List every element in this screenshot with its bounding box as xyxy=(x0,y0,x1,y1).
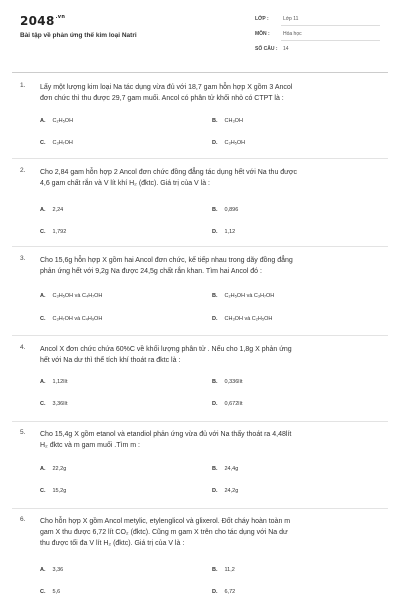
question-number: 3. xyxy=(20,255,26,262)
option-key: A. xyxy=(40,466,46,472)
option-key: C. xyxy=(40,316,46,322)
option-text: 1,12 xyxy=(224,229,236,235)
option-text: CH₃OH xyxy=(224,118,243,124)
question-separator xyxy=(12,421,388,422)
option-key: A. xyxy=(40,567,46,573)
option-text: 15,2g xyxy=(52,488,67,494)
page-header xyxy=(0,0,400,70)
meta-subject-line xyxy=(281,40,380,41)
option-text: C₂H₅OH xyxy=(52,118,74,124)
brand-logo[interactable] xyxy=(20,14,65,28)
brand-name: 2048 xyxy=(20,14,55,28)
question-text: Lấy một lượng kim loại Na tác dụng vừa đủ với 18,7 gam hỗn hợp X gồm 3 Ancol đơn chức thì thu được 29,7 gam muối. Ancol có phân tử khối nhỏ có CTPT là : xyxy=(40,84,293,102)
option-key: A. xyxy=(40,118,46,124)
option-d[interactable] xyxy=(212,401,243,407)
option-c[interactable] xyxy=(40,229,66,235)
option-text: 3,36lít xyxy=(52,401,68,407)
question-text: Cho 2,84 gam hỗn hợp 2 Ancol đơn chức đồng đẳng tác dụng hết với Na thu được 4,6 gam chất rắn và V lít khí H₂ (đktc). Giá trị của V là : xyxy=(40,169,297,187)
option-key: C. xyxy=(40,140,46,146)
question-text: Cho 15,6g hỗn hợp X gồm hai Ancol đơn chức, kế tiếp nhau trong dãy đồng đẳng phản ứng hết với 9,2g Na được 24,5g chất rắn khan. Tìm hai Ancol đó : xyxy=(40,257,293,275)
option-key: B. xyxy=(212,567,218,573)
meta-subject xyxy=(255,31,380,45)
question-number: 5. xyxy=(20,429,26,436)
option-key: A. xyxy=(40,207,46,213)
option-d[interactable] xyxy=(212,140,245,146)
option-text: 1,12lít xyxy=(52,379,68,385)
option-key: D. xyxy=(212,401,218,407)
option-text: 1,792 xyxy=(52,229,67,235)
option-text: C₃H₅OH xyxy=(224,140,246,146)
option-b[interactable] xyxy=(212,293,274,299)
question-text: Cho hỗn hợp X gồm Ancol metylic, etylenglicol và glixerol. Đốt cháy hoàn toàn m gam X thu được 6,72 lít CO₂ (đktc). Cũng m gam X trên cho tác dụng với Na dư thu được tối đa V lít H₂ (đktc). Giá trị của V là : xyxy=(40,518,291,547)
option-c[interactable] xyxy=(40,589,60,595)
option-key: C. xyxy=(40,589,46,595)
option-text: C₂H₅OH và C₃H₇OH xyxy=(224,293,275,299)
option-a[interactable] xyxy=(40,379,67,385)
option-text: 0,896 xyxy=(224,207,239,213)
meta-count-value: 14 xyxy=(283,46,289,52)
option-text: 0,336lít xyxy=(224,379,243,385)
question-text: Ancol X đơn chức chứa 60%C về khối lượng phân tử . Nếu cho 1,8g X phản ứng hết với Na dư thì thể tích khí thoát ra đktc là : xyxy=(40,346,292,364)
option-a[interactable] xyxy=(40,118,73,124)
option-key: B. xyxy=(212,379,218,385)
option-key: B. xyxy=(212,293,218,299)
option-text: 3,36 xyxy=(52,567,64,573)
meta-count-label: SỐ CÂU : xyxy=(255,46,278,52)
question-separator xyxy=(12,508,388,509)
meta-class-label: LỚP : xyxy=(255,16,269,22)
option-text: 22,2g xyxy=(52,466,67,472)
document-title: Bài tập về phản ứng thế kim loại Natri xyxy=(20,32,137,39)
option-text: 24,4g xyxy=(224,466,239,472)
option-b[interactable] xyxy=(212,567,235,573)
brand-tld: .vn xyxy=(55,14,66,20)
option-text: 24,2g xyxy=(224,488,239,494)
option-key: C. xyxy=(40,229,46,235)
option-b[interactable] xyxy=(212,466,238,472)
option-text: 11,2 xyxy=(224,567,235,573)
meta-class xyxy=(255,16,380,30)
option-a[interactable] xyxy=(40,466,66,472)
option-c[interactable] xyxy=(40,401,67,407)
meta-count xyxy=(255,46,380,60)
option-text: 2,24 xyxy=(52,207,64,213)
header-divider xyxy=(12,72,388,73)
option-key: D. xyxy=(212,229,218,235)
option-c[interactable] xyxy=(40,316,102,322)
option-d[interactable] xyxy=(212,488,238,494)
option-a[interactable] xyxy=(40,293,102,299)
option-c[interactable] xyxy=(40,140,73,146)
option-b[interactable] xyxy=(212,379,243,385)
option-d[interactable] xyxy=(212,229,235,235)
option-text: CH₃OH và C₂H₅OH xyxy=(224,316,273,322)
meta-class-value: Lớp 11 xyxy=(283,16,299,22)
question-separator xyxy=(12,158,388,159)
option-b[interactable] xyxy=(212,118,243,124)
option-key: D. xyxy=(212,140,218,146)
meta-class-line xyxy=(281,25,380,26)
option-text: C₃H₇OH xyxy=(52,140,73,146)
meta-subject-value: Hóa học xyxy=(283,31,302,37)
option-text: C₃H₅OH và C₄H₇OH xyxy=(52,293,103,299)
option-d[interactable] xyxy=(212,589,235,595)
option-text: 5,6 xyxy=(52,589,61,595)
question-separator xyxy=(12,246,388,247)
option-a[interactable] xyxy=(40,207,63,213)
option-key: C. xyxy=(40,488,46,494)
option-a[interactable] xyxy=(40,567,63,573)
meta-subject-label: MÔN : xyxy=(255,31,270,37)
option-text: 6,72 xyxy=(224,589,236,595)
option-text: 0,672lít xyxy=(224,401,243,407)
option-key: B. xyxy=(212,207,218,213)
option-text: C₃H₇OH và C₄H₉OH xyxy=(52,316,103,322)
question-text: Cho 15,4g X gồm etanol và etandiol phản ứng vừa đủ với Na thấy thoát ra 4,48lít H₂ đktc và m gam muối .Tìm m : xyxy=(40,431,292,449)
option-key: D. xyxy=(212,589,218,595)
question-number: 4. xyxy=(20,344,26,351)
option-key: A. xyxy=(40,379,46,385)
option-key: D. xyxy=(212,488,218,494)
option-b[interactable] xyxy=(212,207,238,213)
question-number: 2. xyxy=(20,167,26,174)
option-key: A. xyxy=(40,293,46,299)
option-key: D. xyxy=(212,316,218,322)
question-separator xyxy=(12,335,388,336)
question-number: 6. xyxy=(20,516,26,523)
option-key: C. xyxy=(40,401,46,407)
option-c[interactable] xyxy=(40,488,66,494)
option-key: B. xyxy=(212,118,218,124)
option-key: B. xyxy=(212,466,218,472)
option-d[interactable] xyxy=(212,316,272,322)
question-number: 1. xyxy=(20,82,26,89)
